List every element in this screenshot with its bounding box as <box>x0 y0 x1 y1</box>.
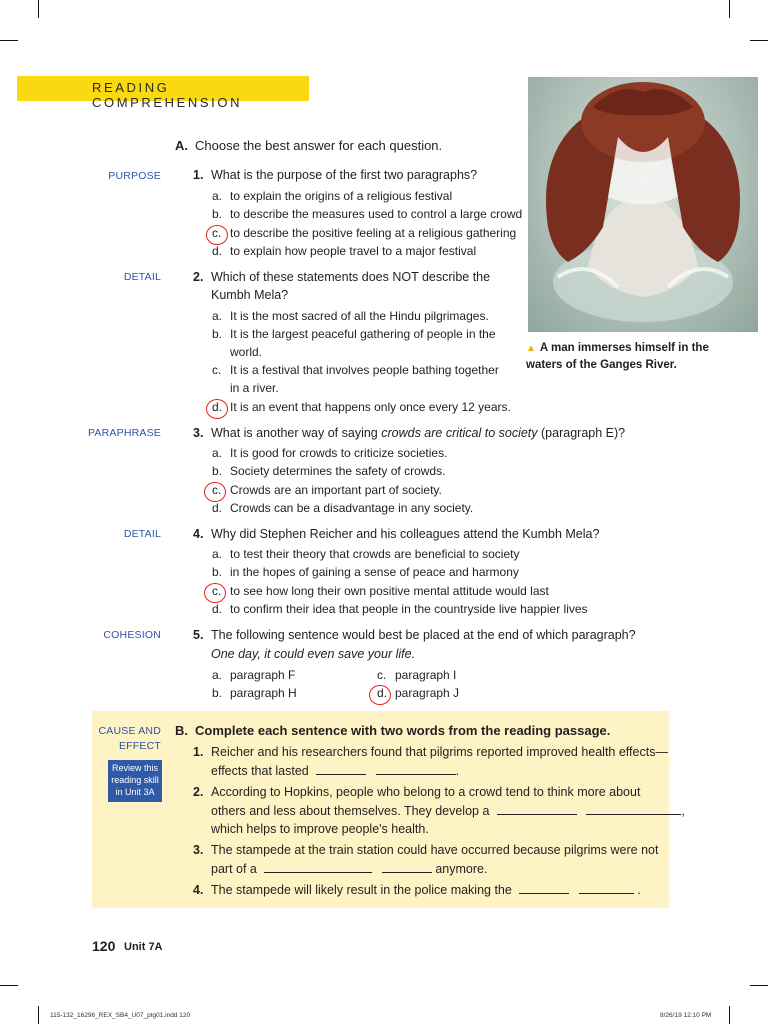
option-letter: a. <box>212 547 223 561</box>
item-text-pre: part of a <box>211 862 257 876</box>
option-text: It is the largest peaceful gathering of people in the <box>230 327 496 341</box>
question-number: 2. <box>193 270 204 284</box>
item-text-line1: According to Hopkins, people who belong to a crowd tend to think more about <box>211 785 641 799</box>
option-a[interactable] <box>212 446 447 460</box>
photo-man-in-river <box>528 77 758 332</box>
skill-label-line1: CAUSE AND <box>98 725 161 737</box>
option-letter: c. <box>212 483 222 497</box>
option-letter: b. <box>212 327 223 341</box>
item-text-pre: effects that lasted <box>211 764 309 778</box>
answer-blank[interactable] <box>376 762 456 775</box>
photo-illustration <box>528 77 758 332</box>
review-skill-box <box>108 760 162 802</box>
question-text-line2: Kumbh Mela? <box>211 288 289 302</box>
option-letter: d. <box>212 501 223 515</box>
skill-label: DETAIL <box>123 271 161 283</box>
answer-blank[interactable] <box>497 802 577 815</box>
item-text-line3: which helps to improve people's health. <box>211 822 429 836</box>
section-heading-bar <box>17 76 309 110</box>
crop-mark <box>729 0 730 18</box>
crop-mark <box>0 40 18 41</box>
item-text-pre: The stampede will likely result in the police making the <box>211 883 512 897</box>
option-letter: b. <box>212 565 223 579</box>
option-letter: c. <box>377 668 387 682</box>
answer-blank[interactable] <box>264 860 372 873</box>
option-letter: a. <box>212 189 223 203</box>
item-text-line1 <box>211 881 641 899</box>
answer-circle <box>204 482 226 502</box>
item-text-pre: others and less about themselves. They develop a <box>211 804 490 818</box>
option-a[interactable] <box>212 309 489 323</box>
question-number: 1. <box>193 168 204 182</box>
question-text: The following sentence would best be placed at the end of which paragraph? <box>211 628 636 642</box>
answer-circle <box>206 399 228 419</box>
question-text-italic: crowds are critical to society <box>381 426 538 440</box>
answer-circle <box>206 225 228 245</box>
item-text-line2 <box>211 860 487 878</box>
section-heading: READING COMPREHENSION <box>92 80 243 110</box>
option-text: in the hopes of gaining a sense of peace and harmony <box>230 565 519 579</box>
option-text: It is the most sacred of all the Hindu pilgrimages. <box>230 309 489 323</box>
photo-caption-text: A man immerses himself in the waters of the Ganges River. <box>526 342 709 371</box>
section-a-instruction <box>175 138 442 153</box>
option-letter: d. <box>212 244 223 258</box>
page-number: 120 <box>92 938 116 954</box>
review-line2: reading skill <box>111 775 159 785</box>
option-letter: a. <box>212 309 223 323</box>
option-text: It is good for crowds to criticize societies. <box>230 446 448 460</box>
print-slug-date: 8/26/19 12:10 PM <box>660 1012 712 1019</box>
skill-label: DETAIL <box>123 528 161 540</box>
review-line1: Review this <box>111 763 158 773</box>
question-number: 5. <box>193 628 204 642</box>
item-number: 4. <box>193 883 204 897</box>
option-b[interactable] <box>212 327 496 341</box>
option-d[interactable] <box>212 400 511 414</box>
item-text-post: . <box>455 764 460 778</box>
caret-up-icon: ▲ <box>526 343 536 354</box>
section-b-instruction-text: Complete each sentence with two words from the reading passage. <box>195 723 611 738</box>
item-text-post: . <box>637 883 641 897</box>
option-text: to see how long their own positive mental attitude would last <box>230 584 549 598</box>
option-letter: a. <box>212 668 223 682</box>
option-c[interactable] <box>212 363 499 377</box>
skill-label: PARAPHRASE <box>88 427 161 439</box>
option-c-continued: in a river. <box>230 381 279 395</box>
option-letter: a. <box>212 446 223 460</box>
answer-blank[interactable] <box>519 881 569 894</box>
answer-circle <box>204 583 226 603</box>
question-text-line1: Which of these statements does NOT describe the <box>211 270 491 284</box>
question-number: 3. <box>193 426 204 440</box>
option-text: It is an event that happens only once every 12 years. <box>230 400 511 414</box>
option-letter: d. <box>212 400 223 414</box>
photo-caption <box>526 340 726 374</box>
answer-blank[interactable] <box>579 881 634 894</box>
unit-label: Unit 7A <box>124 941 163 953</box>
crop-mark <box>0 985 18 986</box>
print-slug-file: 115-132_16296_REX_SB4_U07_ptg01.indd 120 <box>50 1012 191 1019</box>
question-text-post: (paragraph E)? <box>537 426 626 440</box>
review-line3: in Unit 3A <box>115 787 155 797</box>
option-d[interactable] <box>212 602 588 616</box>
option-b-continued: world. <box>230 345 263 359</box>
skill-label: COHESION <box>103 629 161 641</box>
option-text: to explain how people travel to a major festival <box>230 244 477 258</box>
option-text: to describe the measures used to control a large crowd <box>230 207 523 221</box>
item-text-post: , <box>681 804 685 818</box>
question-text: What is the purpose of the first two paragraphs? <box>211 168 478 182</box>
item-number: 2. <box>193 785 204 799</box>
option-d[interactable] <box>212 244 476 258</box>
option-c[interactable] <box>377 668 456 682</box>
option-text: Crowds are an important part of society. <box>230 483 442 497</box>
section-b-instruction <box>175 723 610 738</box>
item-text-line1: Reicher and his researchers found that pilgrims reported improved health effects— <box>211 745 668 759</box>
answer-circle <box>369 685 391 705</box>
item-number: 3. <box>193 843 204 857</box>
option-b[interactable] <box>212 565 519 579</box>
question-text: Why did Stephen Reicher and his colleagues attend the Kumbh Mela? <box>211 527 600 541</box>
option-c[interactable] <box>212 584 549 598</box>
option-text: paragraph J <box>395 686 460 700</box>
item-text-line2 <box>211 802 685 820</box>
option-letter: b. <box>212 464 223 478</box>
skill-label-line2: EFFECT <box>118 740 161 752</box>
option-letter: c. <box>212 226 222 240</box>
option-c[interactable] <box>212 483 442 497</box>
option-b[interactable] <box>212 207 522 221</box>
answer-blank[interactable] <box>586 802 681 815</box>
crop-mark <box>750 40 768 41</box>
option-a[interactable] <box>212 189 452 203</box>
option-text: to explain the origins of a religious festival <box>230 189 453 203</box>
answer-blank[interactable] <box>382 860 432 873</box>
section-a-letter: A. <box>175 138 188 153</box>
item-text-line2 <box>211 762 459 780</box>
option-text: to test their theory that crowds are beneficial to society <box>230 547 520 561</box>
option-b[interactable] <box>212 464 445 478</box>
option-letter: b. <box>212 207 223 221</box>
option-letter: d. <box>377 686 388 700</box>
option-text: paragraph I <box>395 668 457 682</box>
skill-label <box>86 724 161 754</box>
item-text-line1: The stampede at the train station could have occurred because pilgrims were not <box>211 843 659 857</box>
crop-mark <box>750 985 768 986</box>
option-letter: c. <box>212 363 222 377</box>
crop-mark <box>729 1006 730 1024</box>
option-text: to describe the positive feeling at a religious gathering <box>230 226 517 240</box>
section-a-instruction-text: Choose the best answer for each question. <box>195 138 443 153</box>
option-text: to confirm their idea that people in the countryside live happier lives <box>230 602 588 616</box>
crop-mark <box>38 0 39 18</box>
question-text-pre: What is another way of saying <box>211 426 382 440</box>
item-number: 1. <box>193 745 204 759</box>
option-a[interactable] <box>212 668 295 682</box>
option-text: paragraph F <box>230 668 296 682</box>
section-b-letter: B. <box>175 723 188 738</box>
option-letter: c. <box>212 584 222 598</box>
question-text <box>211 424 625 442</box>
option-text: paragraph H <box>230 686 297 700</box>
skill-label: PURPOSE <box>108 170 161 182</box>
answer-blank[interactable] <box>316 762 366 775</box>
option-b[interactable] <box>212 686 297 700</box>
crop-mark <box>38 1006 39 1024</box>
option-a[interactable] <box>212 547 519 561</box>
question-number: 4. <box>193 527 204 541</box>
option-text: Crowds can be a disadvantage in any society. <box>230 501 474 515</box>
option-text: It is a festival that involves people bathing together <box>230 363 499 377</box>
option-text: Society determines the safety of crowds. <box>230 464 446 478</box>
option-d[interactable] <box>212 501 473 515</box>
item-text-post: anymore. <box>435 862 488 876</box>
option-letter: d. <box>212 602 223 616</box>
option-c[interactable] <box>212 226 516 240</box>
option-letter: b. <box>212 686 223 700</box>
question-quote: One day, it could even save your life. <box>211 647 416 661</box>
